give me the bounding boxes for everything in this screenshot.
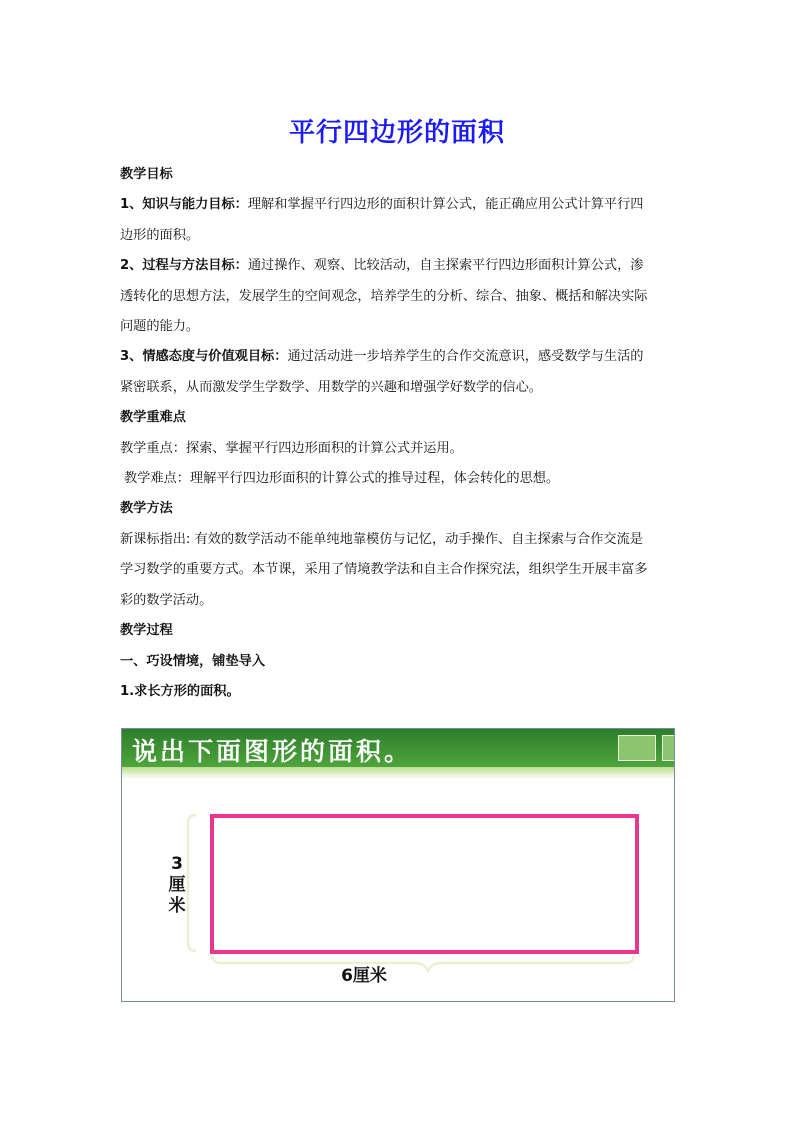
goal3-line2: 紧密联系，从而激发学生学数学、用数学的兴趣和增强学好数学的信心。 (120, 379, 542, 395)
goal2-label: 2、过程与方法目标： (120, 258, 248, 274)
width-label: 6厘米 (341, 966, 387, 986)
goal1-line1 (120, 190, 676, 220)
goal2-line1 (120, 251, 676, 281)
width-brace-icon (212, 955, 634, 971)
pink-rectangle (210, 814, 639, 954)
goal2-line3: 问题的能力。 (120, 319, 200, 335)
difficult-point: 教学难点：理解平行四边形面积的计算公式的推导过程，体会转化的思想。 (124, 471, 560, 487)
method-heading: 教学方法 (120, 501, 173, 517)
process-item: 1.求长方形的面积。 (120, 683, 240, 699)
method-line2: 学习数学的重要方式。本节课，采用了情境教学法和自主合作探究法，组织学生开展丰富多 (120, 562, 648, 578)
key-point: 教学重点：探索、掌握平行四边形面积的计算公式并运用。 (120, 440, 463, 456)
goal1-line2: 边形的面积。 (120, 227, 200, 243)
height-label-li: 厘 (168, 875, 186, 895)
method-line3: 彩的数学活动。 (120, 592, 213, 608)
process-heading: 教学过程 (120, 623, 173, 639)
goal3-line1 (120, 342, 676, 372)
rectangle-figure (121, 728, 675, 1002)
page-title: 平行四边形的面积 (288, 118, 505, 148)
goal2-line2: 透转化的思想方法，发展学生的空间观念，培养学生的分析、综合、抽象、概括和解决实际 (120, 288, 648, 304)
height-label (162, 854, 192, 917)
process-subheading: 一、巧设情境，铺垫导入 (120, 653, 266, 669)
goals-heading: 教学目标 (120, 167, 173, 182)
document-body (120, 160, 676, 707)
goal1-text: 理解和掌握平行四边形的面积计算公式，能正确应用公式计算平行四 (247, 197, 644, 213)
goal2-text: 通过操作、观察、比较活动，自主探索平行四边形面积计算公式，渗 (247, 258, 644, 274)
goal3-label: 3、情感态度与价值观目标： (120, 349, 288, 365)
banner-text: 说出下面图形的面积。 (132, 737, 413, 766)
height-label-mi: 米 (168, 896, 186, 916)
goal1-label: 1、知识与能力目标： (120, 197, 248, 213)
goal3-text: 通过活动进一步培养学生的合作交流意识，感受数学与生活的 (287, 349, 644, 365)
method-line1: 新课标指出: 有效的数学活动不能单纯地靠模仿与记忆，动手操作、自主探索与合作交流是 (120, 531, 643, 547)
height-label-3: 3 (171, 854, 183, 874)
key-heading: 教学重难点 (120, 410, 186, 426)
